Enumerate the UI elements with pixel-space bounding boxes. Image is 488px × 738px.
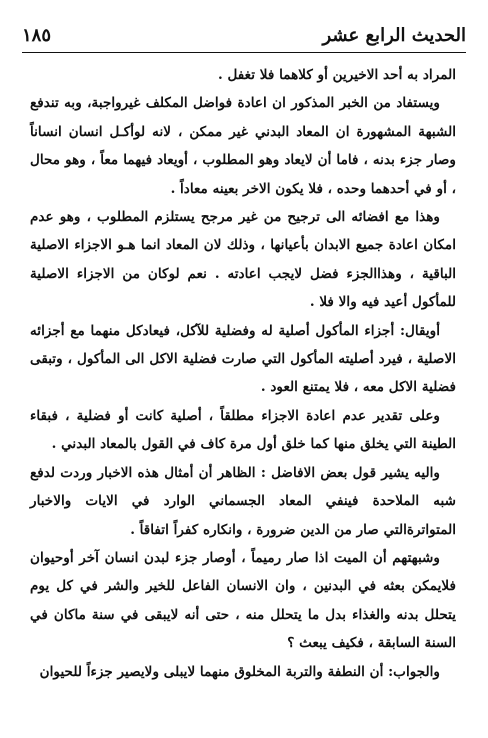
page-header (22, 20, 466, 50)
page-body (30, 61, 456, 730)
chapter-title: الحديث الرابع عشر (322, 24, 466, 46)
paragraph: ويستفاد من الخبر المذكور ان اعادة فواضل المكلف غيرواجبة، وبه تندفع الشبهة المشهورة ان المعاد البدني غير ممكن ، لانه لوأكـل انسان انساناً وصار جزء بدنه ، فاما أن لايعاد وهو المطلوب ، أويعاد فيهما معاً ، وهو محال ، أو في أحدهما وحده ، فلا يكون الاخر بعينه معاداً . (30, 95, 456, 197)
page-number: ١٨٥ (22, 24, 52, 46)
paragraph: أويقال: أجزاء المأكول أصلية له وفضلية للآكل، فيعادكل منهما مع أجزائه الاصلية ، فيرد أصليته المأكول التي صارت فضلية الاكل الى المأكول ، وتبقى فضلية الاكل معه ، فلا يمتنع العود . (30, 322, 456, 396)
paragraph: واليه يشير قول بعض الافاضل : الظاهر أن أمثال هذه الاخبار وردت لدفع شبه الملاحدة فينفي المعاد الجسماني الوارد في الايات والاخبار المتواترةالتي صار من الدين ضرورة ، وانكاره كفراً اتفاقاً . (30, 464, 456, 538)
header-rule (22, 52, 466, 53)
paragraph: المراد به أحد الاخيرين أو كلاهما فلا تغفل . (218, 67, 456, 83)
paragraph: وهذا مع افضائه الى ترجيح من غير مرجح يستلزم المطلوب ، وهو عدم امكان اعادة جميع الابدان بأعيانها ، وذلك لان المعاد انما هـو الاجزاء الاصلية الباقية ، وهذاالجزء فضل لايجب اعادته . نعم لوكان من الاجزاء الاصلية للمأكول أعيد فيه والا فلا . (30, 209, 456, 311)
paragraph: والجواب: أن النطفة والتربة المخلوق منهما لايبلى ولايصير جزءاً للحيوان (39, 663, 440, 680)
paragraph: وشبهتهم أن الميت اذا صار رميماً ، أوصار جزء لبدن انسان آخر أوحيوان فلايمكن بعثه في البدنين ، وان الانسان الفاعل للخير والشر في كل يوم يتحلل بدنه والغذاء بدل ما يتحلل منه ، حتى أنه لايبقى في سنة ماكان في السنة السابقة ، فكيف يبعث ؟ (30, 549, 456, 652)
paragraph: وعلى تقدير عدم اعادة الاجزاء مطلقاً ، أصلية كانت أو فضلية ، فبقاء الطينة التي يخلق منها كما خلق أول مرة كاف في القول بالمعاد البدني . (30, 407, 456, 453)
